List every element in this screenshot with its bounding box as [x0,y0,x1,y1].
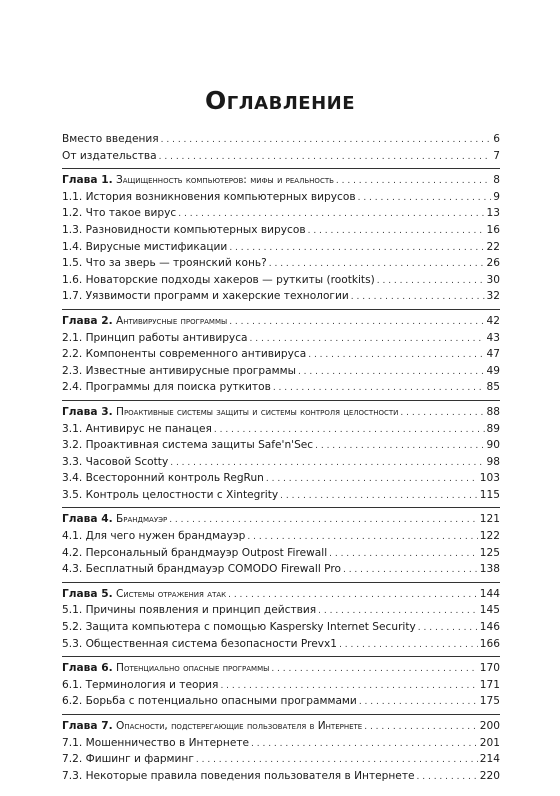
dot-leader [170,455,484,472]
chapter-page: 8 [493,174,500,187]
dot-leader [315,438,484,455]
dot-leader [336,173,491,190]
section-label: 1.7. Уязвимости программ и хакерские технологии [62,290,349,303]
section-entry [62,693,500,710]
chapter-heading-label [62,660,269,677]
section-label: 2.2. Компоненты современного антивируса [62,348,307,361]
intro-block [62,131,500,164]
chapter-number: Глава 2. [62,314,113,327]
chapter-title: Системы отражения атак [115,587,227,600]
dot-leader [359,694,478,711]
section-label: 7.1. Мошенничество в Интернете [62,736,250,749]
dot-leader [343,562,478,579]
section-label: 2.4. Программы для поиска руткитов [62,381,271,394]
dot-leader [251,736,478,753]
section-page: 166 [479,637,500,650]
section-label: 1.3. Разновидности компьютерных вирусов [62,223,306,236]
dot-leader [247,529,477,546]
section-page: 115 [479,488,500,501]
chapter-page: 200 [479,720,500,732]
section-label: 1.6. Новаторские подходы хакеров — руткиты (rootkits) [62,273,375,286]
section-page: 145 [479,604,500,617]
chapters-block [62,168,500,784]
section-entry [62,379,500,396]
section-entry [62,330,500,347]
chapter-title: Антивирусные программы [115,314,228,327]
chapter-page: 144 [479,587,500,600]
chapter-heading [62,404,500,421]
dot-leader [318,603,478,620]
chapter-title: Защищенность компьютеров: мифы и реальность [115,174,334,187]
section-label: 1.4. Вирусные мистификации [62,240,228,253]
section-label: 4.1. Для чего нужен брандмауэр [62,530,246,543]
chapter-title: Брандмауэр [115,513,168,526]
section-entry [62,288,500,305]
toc-entry [62,131,500,148]
section-entry [62,602,500,619]
chapter-heading-label [62,718,362,735]
section-page: 85 [486,381,500,394]
section-label: 3.4. Всесторонний контроль RegRun [62,472,264,485]
dot-leader [229,314,484,331]
dot-leader [308,223,485,240]
chapter-title: Опасности, подстерегающие пользователя в Интернете [115,720,363,732]
section-entry [62,528,500,545]
chapter-heading-label [62,313,227,330]
section-page: 16 [486,223,500,236]
section-page: 32 [486,290,500,303]
chapter-heading [62,172,500,189]
toc-entry-page: 7 [493,149,500,162]
chapter-number: Глава 7. [62,720,113,732]
section-entry [62,421,500,438]
section-label: 3.3. Часовой Scotty [62,455,169,468]
section-page: 13 [486,207,500,220]
dot-leader [308,347,484,364]
chapter-number: Глава 4. [62,513,113,526]
dot-leader [228,587,478,604]
toc-entry [62,148,500,165]
section-label: 3.2. Проактивная система защиты Safe'n'Sec [62,439,314,452]
dot-leader [229,240,484,257]
chapter-number: Глава 6. [62,662,113,675]
chapter-page: 42 [486,314,500,327]
dot-leader [178,206,484,223]
section-page: 175 [479,695,500,708]
chapter-heading-label [62,511,167,528]
section-label: 4.2. Персональный брандмауэр Outpost Firewall [62,546,328,559]
page-title: Оглавление [205,86,355,115]
toc-entry-page: 6 [493,133,500,145]
section-entry [62,677,500,694]
section-entry [62,272,500,289]
chapter-group [62,168,500,305]
section-entry [62,239,500,256]
section-page: 103 [479,472,500,485]
section-entry [62,470,500,487]
chapter-heading [62,313,500,330]
dot-leader [351,289,485,306]
section-entry [62,735,500,752]
section-label: 6.2. Борьба с потенциально опасными программами [62,695,357,708]
section-entry [62,561,500,578]
section-page: 146 [479,621,500,634]
section-entry [62,636,500,653]
section-page: 49 [486,364,500,377]
toc-entry-label: Вместо введения [62,133,159,145]
section-label: 6.1. Терминология и теория [62,678,219,691]
section-page: 90 [486,439,500,452]
section-entry [62,454,500,471]
section-entry [62,255,500,272]
dot-leader [220,678,477,695]
chapter-group [62,656,500,710]
section-page: 98 [486,455,500,468]
section-page: 30 [486,273,500,286]
chapter-heading [62,718,500,735]
dot-leader [418,620,478,637]
section-page: 201 [479,736,500,749]
chapter-heading [62,660,500,677]
dot-leader [364,719,478,736]
section-page: 9 [493,190,500,203]
chapter-page: 121 [479,513,500,526]
chapter-group [62,309,500,396]
section-label: 5.2. Защита компьютера с помощью Kaspersky Internet Security [62,621,416,634]
chapter-heading-label [62,586,226,603]
chapter-page: 170 [479,662,500,675]
section-entry [62,487,500,504]
section-page: 47 [486,348,500,361]
chapter-group [62,507,500,577]
dot-leader [271,661,477,678]
section-label: 5.3. Общественная система безопасности Prevx1 [62,637,338,650]
section-label: 3.5. Контроль целостности с Xintegrity [62,488,279,501]
chapter-group [62,400,500,504]
chapter-heading-label [62,172,334,189]
section-page: 26 [486,257,500,270]
section-label: 2.3. Известные антивирусные программы [62,364,296,377]
dot-leader [417,769,478,786]
dot-leader [377,273,485,290]
section-page: 214 [479,753,500,766]
dot-leader [400,405,484,422]
section-label: 1.1. История возникновения компьютерных вирусов [62,190,356,203]
chapter-number: Глава 1. [62,174,113,187]
section-label: 2.1. Принцип работы антивируса [62,331,248,344]
dot-leader [159,149,492,166]
section-page: 22 [486,240,500,253]
section-entry [62,437,500,454]
dot-leader [298,364,485,381]
chapter-group [62,582,500,652]
dot-leader [339,637,478,654]
dot-leader [269,256,485,273]
section-entry [62,346,500,363]
section-page: 171 [479,678,500,691]
section-page: 220 [479,769,500,782]
dot-leader [329,546,478,563]
table-of-contents [62,131,500,784]
section-page: 138 [479,563,500,576]
chapter-heading [62,586,500,603]
section-entry [62,363,500,380]
dot-leader [273,380,485,397]
section-label: 7.3. Некоторые правила поведения пользователя в Интернете [62,769,415,782]
chapter-group [62,714,500,784]
section-label: 1.5. Что за зверь — троянский конь? [62,257,267,270]
section-entry [62,222,500,239]
section-entry [62,205,500,222]
dot-leader [169,512,478,529]
section-page: 43 [486,331,500,344]
section-label: 1.2. Что такое вирус [62,207,177,220]
section-entry [62,768,500,785]
section-entry [62,619,500,636]
section-entry [62,545,500,562]
dot-leader [358,190,492,207]
section-label: 7.2. Фишинг и фарминг [62,753,194,766]
chapter-number: Глава 5. [62,587,113,600]
dot-leader [196,752,478,769]
chapter-page: 88 [486,405,500,418]
section-label: 5.1. Причины появления и принцип действия [62,604,317,617]
section-page: 122 [479,530,500,543]
section-page: 89 [486,422,500,435]
dot-leader [280,488,478,505]
dot-leader [250,331,485,348]
section-entry [62,751,500,768]
dot-leader [161,132,492,149]
chapter-title: Проактивные системы защиты и системы контроля целостности [115,405,399,418]
dot-leader [214,422,485,439]
section-label: 3.1. Антивирус не панацея [62,422,212,435]
chapter-number: Глава 3. [62,405,113,418]
dot-leader [266,471,478,488]
toc-entry-label: От издательства [62,149,157,162]
chapter-title: Потенциально опасные программы [115,662,270,675]
chapter-heading [62,511,500,528]
chapter-heading-label [62,404,398,421]
section-entry [62,189,500,206]
section-page: 125 [479,546,500,559]
section-label: 4.3. Бесплатный брандмауэр COMODO Firewall Pro [62,563,341,576]
